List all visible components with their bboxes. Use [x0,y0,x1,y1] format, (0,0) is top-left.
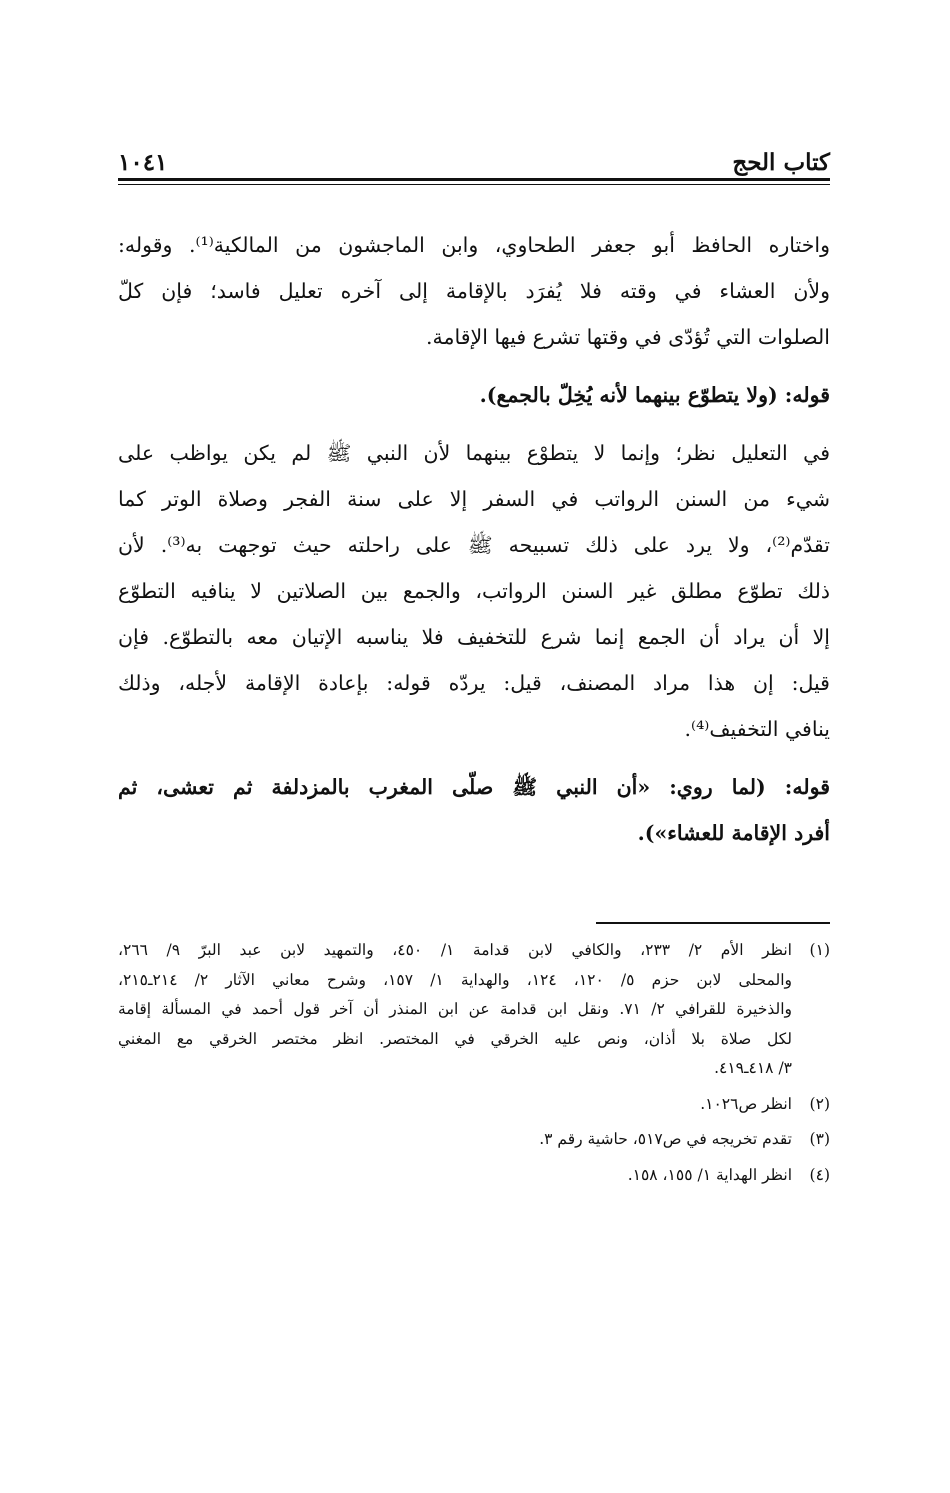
footnote-text [118,936,792,1084]
text-line: والمحلى لابن حزم ٥/ ١٢٠، ١٢٤، والهداية ١/ ١٥٧، وشرح معاني الآثار ٢/ ٢١٤ـ٢١٥، [118,970,793,989]
paragraph [118,430,830,752]
footnote [118,936,830,1084]
text-line: تقدّم⁽²⁾، ولا يرد على ذلك تسبيحه ﷺ على راحلته حيث توجهت به⁽³⁾. لأن [118,533,830,557]
text-line: الصلوات التي تُؤدّى في وقتها تشرع فيها الإقامة. [426,325,830,349]
text-line: ينافي التخفيف⁽⁴⁾. [684,717,830,741]
footnotes [118,936,830,1190]
footnote [118,1125,830,1155]
footnote [118,1161,830,1191]
page-header [118,136,830,176]
running-title: كتاب الحج [732,149,830,176]
text-line: تقدم تخريجه في ص٥١٧، حاشية رقم ٣. [539,1130,792,1148]
footnote-number: (٤) [809,1165,830,1184]
header-rule-thin [118,184,830,185]
footnote-text [118,1090,792,1120]
footnote-separator [596,922,830,924]
text-line: والذخيرة للقرافي ٢/ ٧١. ونقل ابن قدامة عن ابن المنذر أن آخر قول أحمد في المسألة إقامة [118,1000,792,1018]
text-line: أفرد الإقامة للعشاء»). [637,821,830,845]
footnote-number: (٢) [809,1094,830,1113]
text-line: انظر الهداية ١/ ١٥٥، ١٥٨. [627,1165,792,1184]
header-rule-thick [118,178,830,181]
footnote-text [118,1161,792,1191]
text-line: قوله: (ولا يتطوّع بينهما لأنه يُخِلّ بالجمع). [479,383,830,407]
quoted-matn-paragraph [118,372,830,418]
quoted-matn-paragraph [118,764,830,856]
text-line: في التعليل نظر؛ وإنما لا يتطوْع بينهما لأن النبي ﷺ لم يكن يواظب على [118,441,830,465]
page-number: ١٠٤١ [118,149,168,176]
footnote-text [118,1125,792,1155]
text-line: ولأن العشاء في وقته فلا يُفرَد بالإقامة إلى آخره تعليل فاسد؛ فإن كلّ [118,279,830,303]
paragraph [118,222,830,360]
footnote-number: (١) [809,941,830,959]
text-line: قيل: إن هذا مراد المصنف، قيل: يردّه قوله: بإعادة الإقامة لأجله، وذلك [118,671,830,695]
text-line: انظر ص١٠٢٦. [700,1094,792,1113]
text-line: ذلك تطوّع مطلق غير السنن الرواتب، والجمع بين الصلاتين لا ينافيه التطوّع [118,579,830,603]
main-text [118,222,830,868]
text-line: انظر الأم ٢/ ٢٣٣، والكافي لابن قدامة ١/ ٤٥٠، والتمهيد لابن عبد البرّ ٩/ ٢٦٦، [118,941,792,959]
text-line: ٣/ ٤١٨ـ٤١٩. [714,1059,792,1077]
text-line: لكل صلاة بلا أذان، ونص عليه الخرقي في المختصر. انظر مختصر الخرقي مع المغني [118,1029,792,1048]
text-line: واختاره الحافظ أبو جعفر الطحاوي، وابن الماجشون من المالكية⁽¹⁾. وقوله: [118,233,830,257]
text-line: قوله: (لما روي: «أن النبي ﷺ صلّى المغرب بالمزدلفة ثم تعشى، ثم [118,775,830,799]
text-line: شيء من السنن الرواتب في السفر إلا على سنة الفجر وصلاة الوتر كما [118,487,830,511]
text-line: إلا أن يراد أن الجمع إنما شرع للتخفيف فلا يناسبه الإتيان معه بالتطوّع. فإن [118,625,830,649]
footnote [118,1090,830,1120]
footnote-number: (٣) [809,1130,830,1148]
